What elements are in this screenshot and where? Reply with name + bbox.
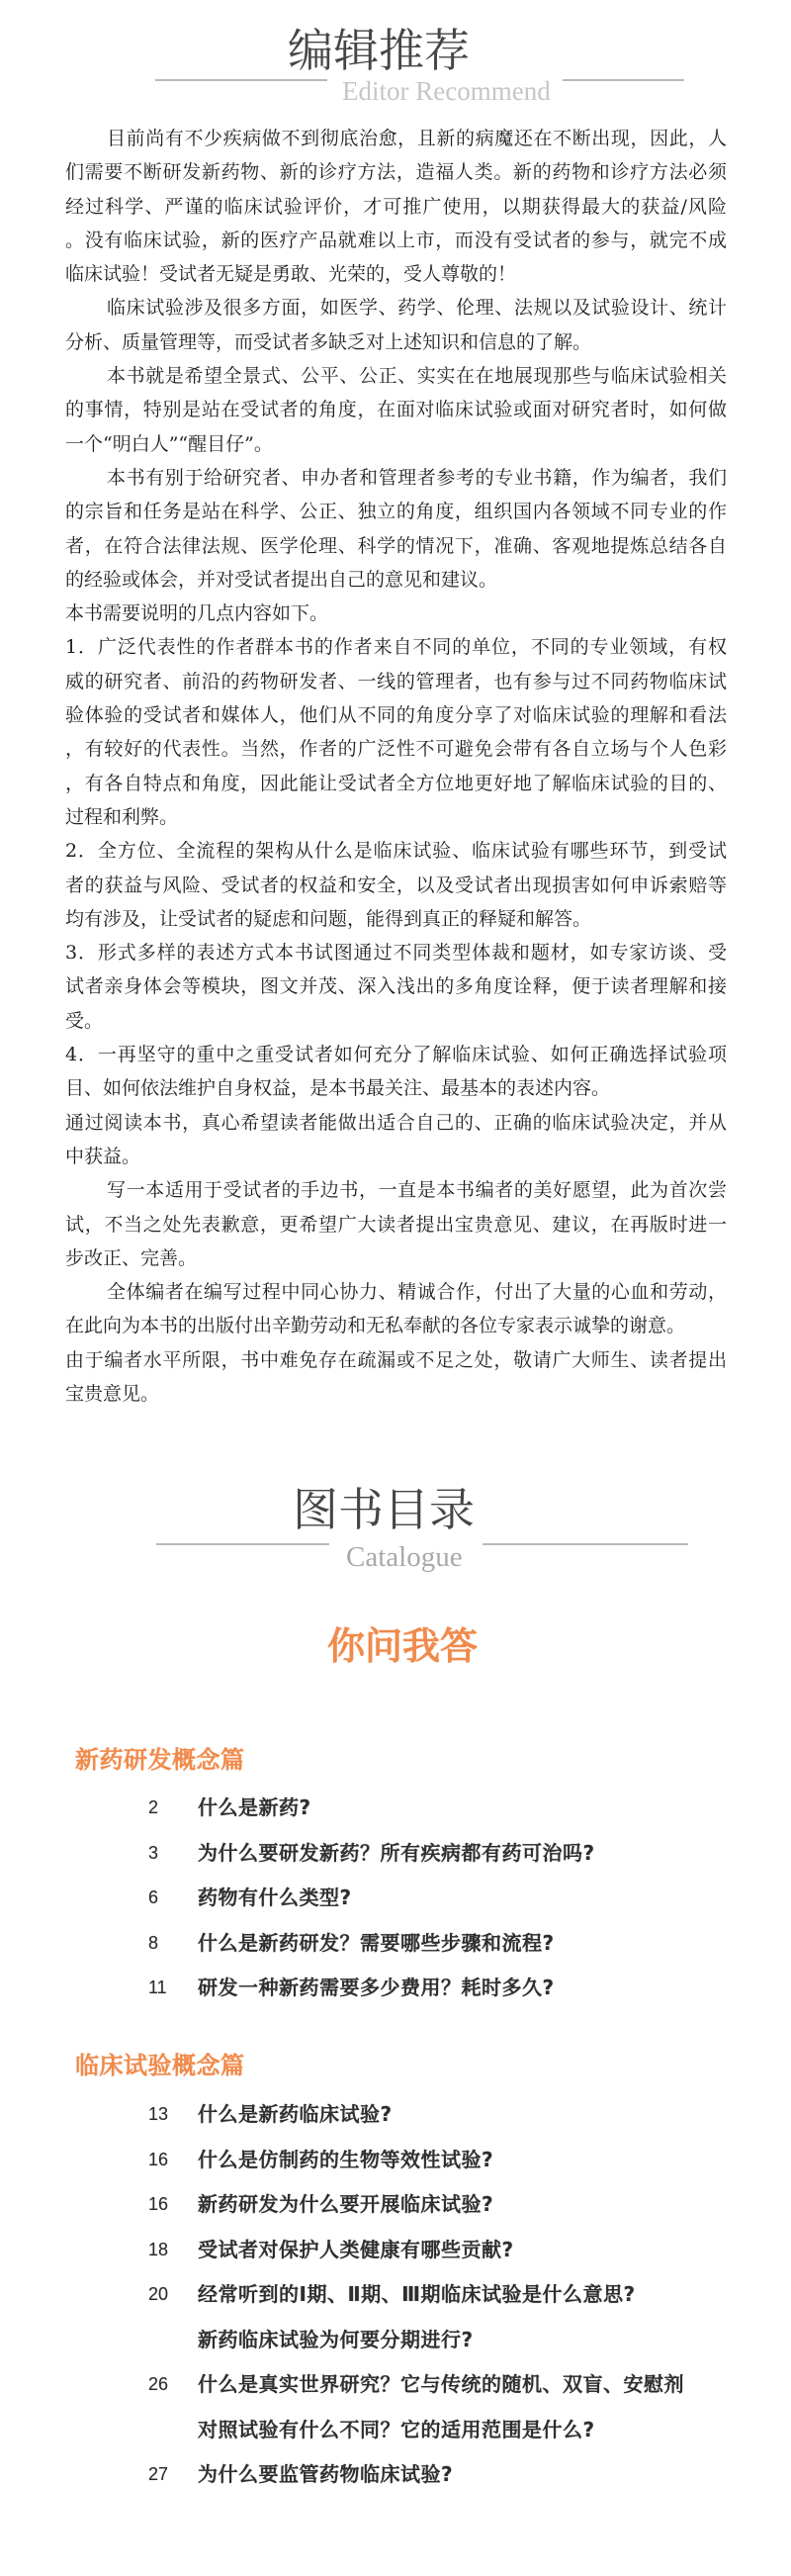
header-divider-left: [155, 79, 327, 81]
paragraph: [65, 291, 727, 359]
catalogue-divider-right: [483, 1543, 688, 1545]
paragraph-line: 通过阅读本书，真心希望读者能做出适合自己的、正确的临床试验决定，并从: [65, 1111, 727, 1134]
paragraph: [65, 597, 727, 630]
paragraph-line: 威的研究者、前沿的药物研发者、一线的管理者，也有参与过不同药物临床试: [65, 670, 727, 692]
toc-entry: [148, 2138, 742, 2183]
toc-page-number: 8: [148, 1932, 159, 1953]
paragraph-line: 过程和利弊。: [65, 805, 179, 828]
paragraph-line: 的经验或体会，并对受试者提出自己的意见和建议。: [65, 568, 498, 591]
paragraph-line: 4．一再坚守的重中之重受试者如何充分了解临床试验、如何正确选择试验项: [65, 1044, 727, 1066]
toc-entry: [148, 1921, 742, 1967]
paragraph-line: 。没有临床试验，新的医疗产品就难以上市，而没有受试者的参与，就完不成: [65, 229, 727, 251]
toc-entry-line: 为什么要监管药物临床试验?: [198, 2462, 454, 2486]
toc-entry: [148, 1831, 742, 1877]
toc-entry: [148, 1966, 742, 2011]
toc-entry-title: [198, 2452, 742, 2498]
paragraph-line: 临床试验！受试者无疑是勇敢、光荣的，受人尊敬的！: [65, 263, 517, 286]
paragraph-line: 目前尚有不少疾病做不到彻底治愈，且新的病魔还在不断出现，因此，人: [107, 128, 727, 149]
paragraph-line: 分析、质量管理等，而受试者多缺乏对上述知识和信息的了解。: [65, 330, 592, 353]
toc-page-number: 16: [148, 2149, 169, 2169]
toc-page-number: 27: [148, 2464, 169, 2484]
section-title-clinical-trial: 临床试验概念篇: [75, 2052, 245, 2079]
toc-entry-title: [198, 1786, 742, 1831]
paragraph-line: ，有各自特点和角度，因此能让受试者全方位地更好地了解临床试验的目的、: [65, 772, 727, 794]
toc-page-number: 13: [148, 2104, 169, 2124]
editor-recommend-subtitle: Editor Recommend: [342, 76, 551, 106]
toc-entry: [148, 2362, 742, 2452]
paragraph-line: 试者亲身体会等模块，图文并茂、深入浅出的多角度诠释，便于读者理解和接: [65, 975, 727, 998]
paragraph-line: 的宗旨和任务是站在科学、公正、独立的角度，组织国内各领域不同专业的作: [65, 501, 727, 523]
toc-entry-title: [198, 2272, 742, 2362]
toc-page-number: 20: [148, 2284, 169, 2304]
paragraph-line: 临床试验涉及很多方面，如医学、药学、伦理、法规以及试验设计、统计: [107, 297, 727, 320]
paragraph-line: 验体验的受试者和媒体人，他们从不同的角度分享了对临床试验的理解和看法: [65, 704, 727, 727]
toc-page-number: 3: [148, 1842, 159, 1863]
part-title: 你问我答: [327, 1624, 479, 1668]
toc-entry-line: 药物有什么类型?: [198, 1886, 352, 1909]
toc-entry-title: [198, 1966, 742, 2011]
toc-page-number: 2: [148, 1797, 159, 1817]
paragraph-line: ，有较好的代表性。当然，作者的广泛性不可避免会带有各自立场与个人色彩: [65, 738, 727, 761]
paragraph: [65, 834, 727, 936]
toc-entry-line: 什么是仿制药的生物等效性试验?: [198, 2147, 494, 2171]
paragraph-line: 2．全方位、全流程的架构从什么是临床试验、临床试验有哪些环节，到受试: [65, 840, 727, 863]
catalogue-subtitle: Catalogue: [346, 1541, 463, 1573]
toc-entry-line: 受试者对保护人类健康有哪些贡献?: [198, 2237, 514, 2261]
toc-entry-title: [198, 1921, 742, 1967]
toc-entry: [148, 1876, 742, 1921]
paragraph: [65, 1275, 727, 1343]
paragraph-line: 步改正、完善。: [65, 1246, 198, 1269]
paragraph: [65, 936, 727, 1038]
paragraph: [65, 1038, 727, 1106]
paragraph: [65, 1343, 727, 1412]
toc-page-number: 6: [148, 1887, 159, 1907]
toc-entry-title: [198, 1876, 742, 1921]
paragraph-line: 受。: [65, 1009, 104, 1032]
toc-entry-line: 什么是新药研发？需要哪些步骤和流程?: [198, 1930, 555, 1955]
paragraph-line: 经过科学、严谨的临床试验评价，才可推广使用，以期获得最大的获益/风险: [65, 195, 727, 218]
toc-entry-line: 什么是新药?: [198, 1795, 311, 1819]
paragraph-line: 本书需要说明的几点内容如下。: [65, 602, 329, 625]
toc-list-clinical-trial: [148, 2092, 742, 2498]
paragraph-line: 试，不当之处先表歉意，更希望广大读者提出宝贵意见、建议，在再版时进一: [65, 1213, 727, 1236]
toc-page-number: 18: [148, 2239, 169, 2259]
paragraph: [65, 122, 727, 291]
toc-entry-line: 为什么要研发新药？所有疾病都有药可治吗?: [198, 1840, 595, 1865]
section-title-new-drug: 新药研发概念篇: [75, 1746, 245, 1774]
toc-page-number: 11: [148, 1978, 167, 1997]
paragraph-line: 者的获益与风险、受试者的权益和安全，以及受试者出现损害如何申诉索赔等: [65, 874, 727, 896]
toc-entry-title: [198, 1831, 742, 1877]
toc-entry: [148, 1786, 742, 1831]
toc-entry-line: 经常听到的Ⅰ期、Ⅱ期、Ⅲ期临床试验是什么意思?: [198, 2282, 636, 2306]
paragraph-line: 本书有别于给研究者、申办者和管理者参考的专业书籍，作为编者，我们: [107, 466, 727, 489]
toc-entry-title: [198, 2092, 742, 2138]
paragraph-line: 在此向为本书的出版付出辛勤劳动和无私奉献的各位专家表示诚挚的谢意。: [65, 1315, 686, 1337]
paragraph-line: 全体编者在编写过程中同心协力、精诚合作，付出了大量的心血和劳动，: [107, 1281, 727, 1304]
paragraph-line: 本书就是希望全景式、公平、公正、实实在在地展现那些与临床试验相关: [107, 365, 727, 388]
toc-entry-line: 什么是真实世界研究？它与传统的随机、双盲、安慰剂: [198, 2372, 684, 2396]
paragraph-line: 均有涉及，让受试者的疑虑和问题，能得到真正的释疑和解答。: [65, 907, 592, 930]
paragraph-line: 的事情，特别是站在受试者的角度，在面对临床试验或面对研究者时，如何做: [65, 399, 727, 421]
toc-entry: [148, 2272, 742, 2362]
toc-entry-title: [198, 2228, 742, 2273]
editor-recommend-title: 编辑推荐: [288, 24, 470, 77]
toc-entry-title: [198, 2362, 742, 2452]
toc-page-number: 16: [148, 2194, 169, 2214]
catalogue-title: 图书目录: [293, 1483, 475, 1536]
paragraph: [65, 1173, 727, 1275]
paragraph: [65, 461, 727, 597]
paragraph: [65, 630, 727, 834]
toc-entry: [148, 2228, 742, 2273]
toc-entry: [148, 2182, 742, 2228]
toc-entry-line: 研发一种新药需要多少费用？耗时多久?: [198, 1976, 555, 1999]
paragraph-line: 宝贵意见。: [65, 1382, 160, 1405]
toc-entry-line: 对照试验有什么不同？它的适用范围是什么?: [198, 2417, 595, 2441]
toc-entry: [148, 2452, 742, 2498]
paragraph-line: 者，在符合法律法规、医学伦理、科学的情况下，准确、客观地提炼总结各自: [65, 534, 727, 557]
paragraph-line: 3．形式多样的表述方式本书试图通过不同类型体裁和题材，如专家访谈、受: [65, 942, 727, 965]
paragraph-line: 们需要不断研发新药物、新的诊疗方法，造福人类。新的药物和诊疗方法必须: [65, 161, 727, 184]
toc-page-number: 26: [148, 2374, 169, 2394]
paragraph-line: 目、如何依法维护自身权益，是本书最关注、最基本的表述内容。: [65, 1077, 611, 1100]
paragraph: [65, 1106, 727, 1174]
catalogue-divider-left: [156, 1543, 329, 1545]
paragraph-line: 由于编者水平所限，书中难免存在疏漏或不足之处，敬请广大师生、读者提出: [65, 1348, 727, 1371]
header-divider-right: [563, 79, 684, 81]
paragraph-line: 写一本适用于受试者的手边书，一直是本书编者的美好愿望，此为首次尝: [107, 1179, 727, 1202]
paragraph: [65, 359, 727, 461]
editor-recommend-body: [65, 122, 727, 1411]
toc-entry-line: 新药临床试验为何要分期进行?: [198, 2327, 474, 2351]
toc-entry-title: [198, 2182, 742, 2228]
toc-entry-line: 新药研发为什么要开展临床试验?: [198, 2192, 494, 2216]
toc-entry: [148, 2092, 742, 2138]
paragraph-line: 中获益。: [65, 1145, 141, 1167]
toc-entry-line: 什么是新药临床试验?: [198, 2102, 393, 2126]
paragraph-line: 1．广泛代表性的作者群本书的作者来自不同的单位，不同的专业领域，有权: [65, 636, 727, 659]
toc-entry-title: [198, 2138, 742, 2183]
paragraph-line: 一个“明白人”“醒目仔”。: [65, 432, 273, 455]
toc-list-new-drug: [148, 1786, 742, 2011]
